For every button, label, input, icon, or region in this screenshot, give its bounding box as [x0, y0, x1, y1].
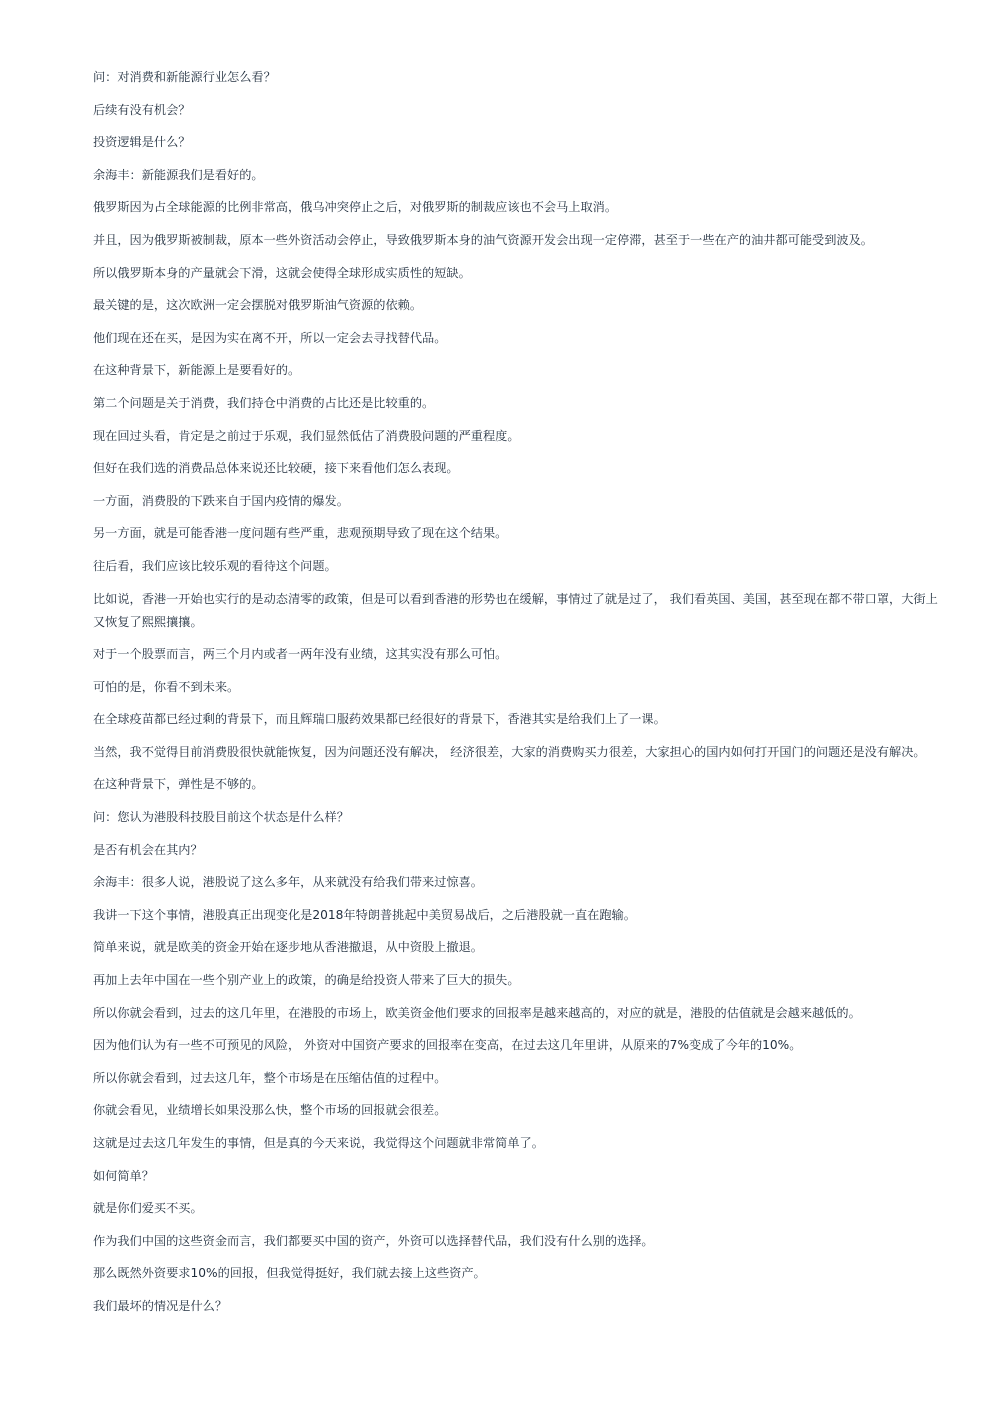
paragraph: 后续有没有机会？ [93, 102, 191, 117]
paragraph: 问：对消费和新能源行业怎么看？ [93, 70, 276, 84]
paragraph: 但好在我们选的消费品总体来说还比较硬，接下来看他们怎么表现。 [93, 461, 459, 476]
paragraph: 当然，我不觉得目前消费股很快就能恢复，因为问题还没有解决， 经济很差，大家的消费购买力很差，大家担心的国内如何打开国门的问题还是没有解决。 [93, 744, 926, 759]
paragraph: 可怕的是，你看不到未来。 [93, 679, 240, 694]
paragraph: 第二个问题是关于消费，我们持仓中消费的占比还是比较重的。 [93, 395, 435, 410]
paragraph: 我讲一下这个事情，港股真正出现变化是2018年特朗普挑起中美贸易战后，之后港股就一直在跑输。 [93, 907, 636, 922]
paragraph: 并且，因为俄罗斯被制裁，原本一些外资活动会停止，导致俄罗斯本身的油气资源开发会出现一定停滞，甚至于一些在产的油井都可能受到波及。 [93, 232, 873, 247]
paragraph: 俄罗斯因为占全球能源的比例非常高，俄乌冲突停止之后，对俄罗斯的制裁应该也不会马上取消。 [93, 200, 618, 215]
paragraph: 投资逻辑是什么？ [93, 135, 191, 150]
paragraph: 如何简单？ [93, 1168, 154, 1183]
paragraph: 就是你们爱买不买。 [93, 1201, 203, 1216]
paragraph: 最关键的是，这次欧洲一定会摆脱对俄罗斯油气资源的依赖。 [93, 298, 423, 313]
paragraph: 余海丰：很多人说，港股说了这么多年，从来就没有给我们带来过惊喜。 [93, 875, 483, 890]
paragraph: 所以俄罗斯本身的产量就会下滑，这就会使得全球形成实质性的短缺。 [93, 265, 471, 280]
paragraph: 是否有机会在其内？ [93, 842, 203, 857]
paragraph: 再加上去年中国在一些个别产业上的政策，的确是给投资人带来了巨大的损失。 [93, 973, 520, 988]
paragraph: 往后看，我们应该比较乐观的看待这个问题。 [93, 558, 337, 573]
paragraph: 简单来说，就是欧美的资金开始在逐步地从香港撤退，从中资股上撤退。 [93, 940, 483, 955]
paragraph: 在这种背景下，新能源上是要看好的。 [93, 363, 301, 378]
paragraph: 你就会看见，业绩增长如果没那么快，整个市场的回报就会很差。 [93, 1103, 447, 1118]
paragraph: 对于一个股票而言，两三个月内或者一两年没有业绩，这其实没有那么可怕。 [93, 647, 508, 662]
article-body [93, 66, 938, 1328]
paragraph: 问：您认为港股科技股目前这个状态是什么样？ [93, 810, 349, 825]
paragraph: 他们现在还在买，是因为实在离不开，所以一定会去寻找替代品。 [93, 330, 447, 345]
paragraph: 余海丰：新能源我们是看好的。 [93, 167, 264, 182]
paragraph: 作为我们中国的这些资金而言，我们都要买中国的资产，外资可以选择替代品，我们没有什么别的选择。 [93, 1233, 654, 1248]
paragraph: 一方面，消费股的下跌来自于国内疫情的爆发。 [93, 493, 349, 508]
paragraph: 另一方面，就是可能香港一度问题有些严重，悲观预期导致了现在这个结果。 [93, 526, 508, 541]
paragraph: 这就是过去这几年发生的事情，但是真的今天来说，我觉得这个问题就非常简单了。 [93, 1136, 544, 1150]
paragraph: 在这种背景下，弹性是不够的。 [93, 777, 264, 792]
paragraph: 那么既然外资要求10%的回报，但我觉得挺好，我们就去接上这些资产。 [93, 1266, 486, 1281]
paragraph: 所以你就会看到，过去这几年，整个市场是在压缩估值的过程中。 [93, 1070, 447, 1085]
paragraph: 因为他们认为有一些不可预见的风险， 外资对中国资产要求的回报率在变高，在过去这几年里讲，从原来的7%变成了今年的10%。 [93, 1038, 802, 1053]
paragraph: 在全球疫苗都已经过剩的背景下，而且辉瑞口服药效果都已经很好的背景下，香港其实是给我们上了一课。 [93, 712, 666, 727]
paragraph: 比如说，香港一开始也实行的是动态清零的政策，但是可以看到香港的形势也在缓解，事情过了就是过了， 我们看英国、美国，甚至现在都不带口罩，大街上又恢复了熙熙攘攘。 [93, 591, 938, 629]
paragraph: 所以你就会看到，过去的这几年里，在港股的市场上，欧美资金他们要求的回报率是越来越高的，对应的就是，港股的估值就是会越来越低的。 [93, 1005, 861, 1020]
paragraph: 现在回过头看，肯定是之前过于乐观，我们显然低估了消费股问题的严重程度。 [93, 428, 520, 443]
paragraph: 我们最坏的情况是什么？ [93, 1298, 228, 1313]
